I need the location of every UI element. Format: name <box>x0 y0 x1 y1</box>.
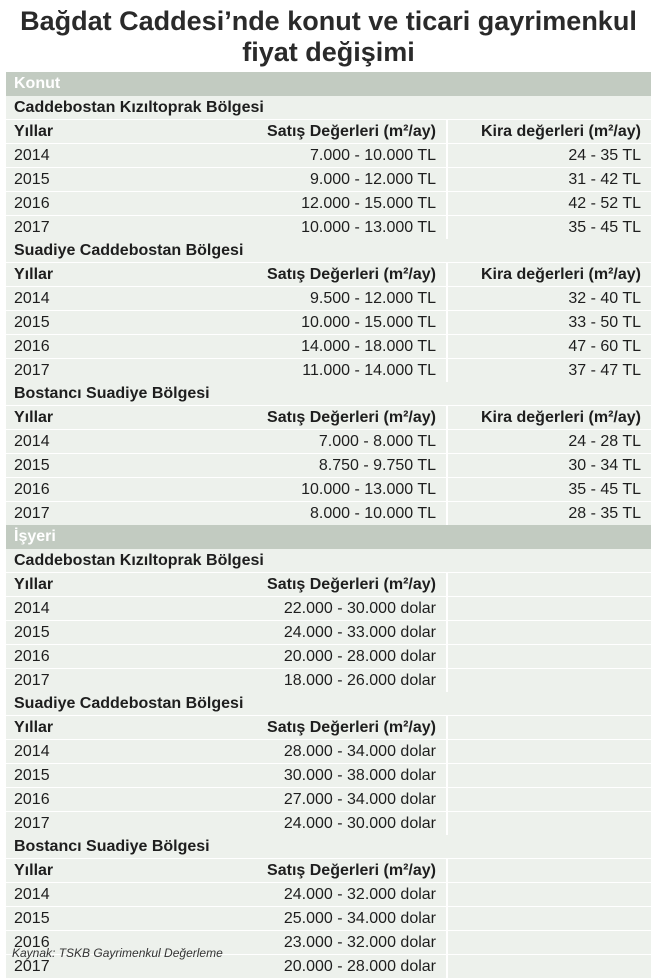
title-line-2: fiyat değişimi <box>242 37 415 67</box>
table-cell: 2016 <box>6 478 224 501</box>
table-cell: 20.000 - 28.000 dolar <box>224 955 448 978</box>
table-cell: 31 - 42 TL <box>448 168 651 191</box>
table-cell: 2014 <box>6 883 224 906</box>
table-cell-empty <box>448 621 651 644</box>
table-cell: 14.000 - 18.000 TL <box>224 335 448 358</box>
table-cell: 2017 <box>6 502 224 525</box>
table-cell: 2016 <box>6 192 224 215</box>
table-cell: 23.000 - 32.000 dolar <box>224 931 448 954</box>
table-cell: 10.000 - 13.000 TL <box>224 478 448 501</box>
column-header: Kira değerleri (m²/ay) <box>480 123 641 140</box>
table-cell: 22.000 - 30.000 dolar <box>224 597 448 620</box>
table-cell: 30.000 - 38.000 dolar <box>224 764 448 787</box>
section-band: İşyeri <box>6 525 651 549</box>
table-cell: 8.750 - 9.750 TL <box>224 454 448 477</box>
table-header-row <box>6 405 651 429</box>
table-cell: 27.000 - 34.000 dolar <box>224 788 448 811</box>
table-row <box>6 167 651 191</box>
table-header-row <box>6 858 651 882</box>
price-table <box>6 72 651 978</box>
table-cell: 10.000 - 15.000 TL <box>224 311 448 334</box>
table-cell: 12.000 - 15.000 TL <box>224 192 448 215</box>
column-header-empty <box>448 716 651 739</box>
table-cell: 25.000 - 34.000 dolar <box>224 907 448 930</box>
table-cell: 24.000 - 33.000 dolar <box>224 621 448 644</box>
table-cell-empty <box>448 788 651 811</box>
table-cell: 35 - 45 TL <box>448 478 651 501</box>
table-row <box>6 286 651 310</box>
table-cell: 2015 <box>6 764 224 787</box>
table-row <box>6 668 651 692</box>
column-header: Yıllar <box>14 123 54 140</box>
column-header: Yıllar <box>14 576 54 593</box>
table-cell: 33 - 50 TL <box>448 311 651 334</box>
region-title: Suadiye Caddebostan Bölgesi <box>6 692 651 715</box>
table-row <box>6 143 651 167</box>
table-cell: 2017 <box>6 955 224 978</box>
page-title <box>0 6 657 68</box>
table-cell: 47 - 60 TL <box>448 335 651 358</box>
table-cell: 2017 <box>6 812 224 835</box>
table-cell-empty <box>448 669 651 692</box>
table-cell: 2015 <box>6 621 224 644</box>
table-cell-empty <box>448 740 651 763</box>
table-cell: 32 - 40 TL <box>448 287 651 310</box>
table-cell: 2015 <box>6 907 224 930</box>
table-cell: 10.000 - 13.000 TL <box>224 216 448 239</box>
table-cell: 24 - 35 TL <box>448 144 651 167</box>
column-header: Yıllar <box>14 719 54 736</box>
table-row <box>6 215 651 239</box>
column-header: Satış Değerleri (m²/ay) <box>224 406 448 429</box>
table-cell: 2014 <box>6 430 224 453</box>
table-row <box>6 334 651 358</box>
column-header-empty <box>448 859 651 882</box>
column-header: Kira değerleri (m²/ay) <box>480 409 641 426</box>
column-header: Yıllar <box>14 409 54 426</box>
column-header: Yıllar <box>14 862 54 879</box>
table-row <box>6 620 651 644</box>
table-row <box>6 787 651 811</box>
column-header: Yıllar <box>14 266 54 283</box>
table-cell: 2017 <box>6 216 224 239</box>
table-cell: 2014 <box>6 287 224 310</box>
table-cell: 9.000 - 12.000 TL <box>224 168 448 191</box>
table-row <box>6 310 651 334</box>
table-row <box>6 191 651 215</box>
table-row <box>6 811 651 835</box>
table-row <box>6 501 651 525</box>
table-row <box>6 906 651 930</box>
table-cell: 2015 <box>6 311 224 334</box>
table-cell: 18.000 - 26.000 dolar <box>224 669 448 692</box>
table-cell: 42 - 52 TL <box>448 192 651 215</box>
section-band: Konut <box>6 72 651 96</box>
table-cell-empty <box>448 645 651 668</box>
table-cell-empty <box>448 883 651 906</box>
table-header-row <box>6 715 651 739</box>
table-header-row <box>6 572 651 596</box>
table-cell: 37 - 47 TL <box>448 359 651 382</box>
region-title: Caddebostan Kızıltoprak Bölgesi <box>6 549 651 572</box>
table-cell-empty <box>448 955 651 978</box>
table-row <box>6 882 651 906</box>
table-cell: 2014 <box>6 597 224 620</box>
table-cell: 35 - 45 TL <box>448 216 651 239</box>
column-header-empty <box>448 573 651 596</box>
region-title: Suadiye Caddebostan Bölgesi <box>6 239 651 262</box>
column-header: Kira değerleri (m²/ay) <box>480 266 641 283</box>
table-cell-empty <box>448 812 651 835</box>
table-cell: 2016 <box>6 645 224 668</box>
table-cell: 2014 <box>6 144 224 167</box>
table-cell: 24 - 28 TL <box>448 430 651 453</box>
table-row <box>6 453 651 477</box>
table-row <box>6 429 651 453</box>
table-cell: 2015 <box>6 454 224 477</box>
table-cell: 8.000 - 10.000 TL <box>224 502 448 525</box>
table-row <box>6 763 651 787</box>
table-cell: 20.000 - 28.000 dolar <box>224 645 448 668</box>
table-cell: 2016 <box>6 931 224 954</box>
column-header: Satış Değerleri (m²/ay) <box>224 263 448 286</box>
column-header: Satış Değerleri (m²/ay) <box>224 573 448 596</box>
table-cell: 2015 <box>6 168 224 191</box>
table-cell: 2014 <box>6 740 224 763</box>
table-row <box>6 596 651 620</box>
table-cell-empty <box>448 597 651 620</box>
table-cell-empty <box>448 764 651 787</box>
table-header-row <box>6 119 651 143</box>
table-cell: 2016 <box>6 788 224 811</box>
table-header-row <box>6 262 651 286</box>
table-cell: 2017 <box>6 669 224 692</box>
region-title: Bostancı Suadiye Bölgesi <box>6 382 651 405</box>
table-cell-empty <box>448 931 651 954</box>
table-row <box>6 739 651 763</box>
table-cell: 24.000 - 32.000 dolar <box>224 883 448 906</box>
region-title: Caddebostan Kızıltoprak Bölgesi <box>6 96 651 119</box>
source-note: Kaynak: TSKB Gayrimenkul Değerleme <box>12 946 223 960</box>
table-cell: 24.000 - 30.000 dolar <box>224 812 448 835</box>
table-cell: 9.500 - 12.000 TL <box>224 287 448 310</box>
table-row <box>6 358 651 382</box>
column-header: Satış Değerleri (m²/ay) <box>224 716 448 739</box>
table-cell: 30 - 34 TL <box>448 454 651 477</box>
table-cell: 28.000 - 34.000 dolar <box>224 740 448 763</box>
title-line-1: Bağdat Caddesi’nde konut ve ticari gayrimenkul <box>20 6 637 36</box>
table-cell: 7.000 - 8.000 TL <box>224 430 448 453</box>
table-cell: 7.000 - 10.000 TL <box>224 144 448 167</box>
table-row <box>6 477 651 501</box>
column-header: Satış Değerleri (m²/ay) <box>224 120 448 143</box>
table-cell: 2017 <box>6 359 224 382</box>
table-cell: 11.000 - 14.000 TL <box>224 359 448 382</box>
table-cell: 28 - 35 TL <box>448 502 651 525</box>
region-title: Bostancı Suadiye Bölgesi <box>6 835 651 858</box>
table-cell-empty <box>448 907 651 930</box>
column-header: Satış Değerleri (m²/ay) <box>224 859 448 882</box>
table-row <box>6 644 651 668</box>
table-cell: 2016 <box>6 335 224 358</box>
